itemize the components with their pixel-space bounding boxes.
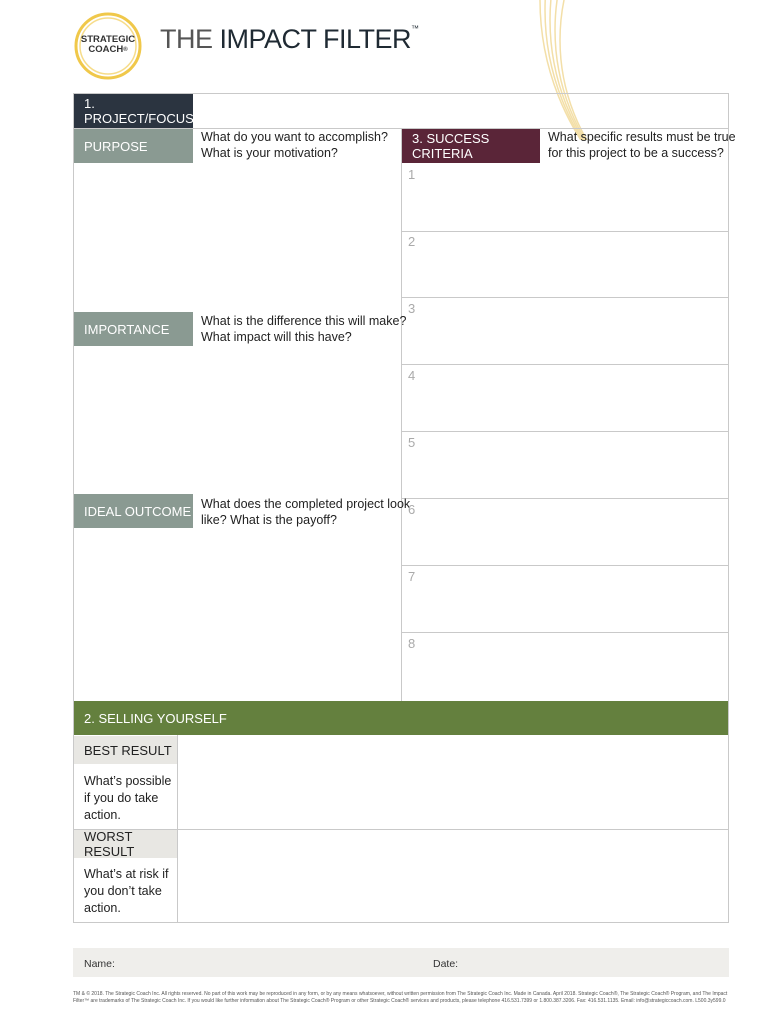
divider [402, 431, 729, 432]
importance-question [201, 313, 406, 345]
page-title [160, 24, 419, 55]
logo-line1: STRATEGIC [80, 34, 136, 45]
purpose-q1: What do you want to accomplish? [201, 130, 388, 144]
success-q1: What specific results must be true [548, 130, 736, 144]
worst-q1: What’s at risk if [84, 867, 169, 881]
purpose-label: PURPOSE [74, 129, 193, 163]
logo-line2: COACH [88, 44, 124, 55]
date-label: Date: [433, 958, 459, 970]
best-q1: What’s possible [84, 774, 172, 788]
success-number: 3 [408, 301, 416, 316]
name-label: Name: [84, 958, 115, 970]
divider [402, 364, 729, 365]
best-result-field[interactable] [178, 736, 728, 829]
purpose-question [201, 129, 388, 161]
divider [402, 297, 729, 298]
success-number: 6 [408, 502, 416, 517]
ideal-outcome-field[interactable] [74, 530, 400, 700]
importance-label: IMPORTANCE [74, 312, 193, 346]
ideal-outcome-label: IDEAL OUTCOME [74, 494, 193, 528]
ideal-q2: like? What is the payoff? [201, 513, 337, 527]
best-q2: if you do take [84, 791, 159, 805]
success-q2: for this project to be a success? [548, 146, 724, 160]
divider [401, 128, 402, 701]
logo-reg: ® [123, 47, 128, 53]
worst-result-label: WORST RESULT [74, 830, 177, 858]
title-tm: ™ [411, 24, 419, 33]
success-criteria-label: 3. SUCCESS CRITERIA [402, 129, 540, 163]
logo-text [74, 35, 142, 55]
success-number: 2 [408, 234, 416, 249]
importance-q1: What is the difference this will make? [201, 314, 407, 328]
divider [402, 498, 729, 499]
worst-q2: you don’t take [84, 884, 162, 898]
fine-print: TM & © 2018. The Strategic Coach Inc. All rights reserved. No part of this work may be reproduced in any form, or by any means whatsoever, without written permission from The Strategic Coach Inc. Made in Canada. April 2018. Strategic Coach®, The Strategic Coach® Program, and The Impact Filter™ are trademarks of The Strategic Coach Inc. If you would like further information about The Strategic Coach® Program or other Strategic Coach® services and products, please telephone 416.531.7399 or 1.800.387.3206. Fax: 416.531.1135. Email: info@strategiccoach.com. L500.3y599.0 [73, 991, 728, 1004]
selling-yourself-label: 2. SELLING YOURSELF [74, 701, 728, 735]
success-number: 7 [408, 569, 416, 584]
best-q3: action. [84, 808, 121, 822]
ideal-q1: What does the completed project look [201, 497, 411, 511]
project-focus-label: 1. PROJECT/FOCUS [74, 94, 193, 128]
divider [402, 231, 729, 232]
divider [402, 632, 729, 633]
success-number: 5 [408, 435, 416, 450]
best-result-label: BEST RESULT [74, 736, 177, 764]
best-result-question [84, 773, 171, 824]
project-focus-field[interactable] [194, 94, 728, 128]
title-the: THE [160, 24, 220, 54]
success-criteria-question [548, 129, 736, 161]
success-number: 8 [408, 636, 416, 651]
worst-result-question [84, 866, 169, 917]
title-main: IMPACT FILTER [219, 24, 412, 54]
date-field[interactable] [462, 950, 722, 975]
importance-q2: What impact will this have? [201, 330, 352, 344]
purpose-q2: What is your motivation? [201, 146, 338, 160]
worst-q3: action. [84, 901, 121, 915]
importance-field[interactable] [74, 347, 400, 493]
success-number: 4 [408, 368, 416, 383]
name-field[interactable] [118, 950, 418, 975]
success-number: 1 [408, 167, 416, 182]
ideal-outcome-question [201, 496, 410, 528]
purpose-field[interactable] [74, 164, 400, 310]
divider [402, 565, 729, 566]
worst-result-field[interactable] [178, 830, 728, 922]
